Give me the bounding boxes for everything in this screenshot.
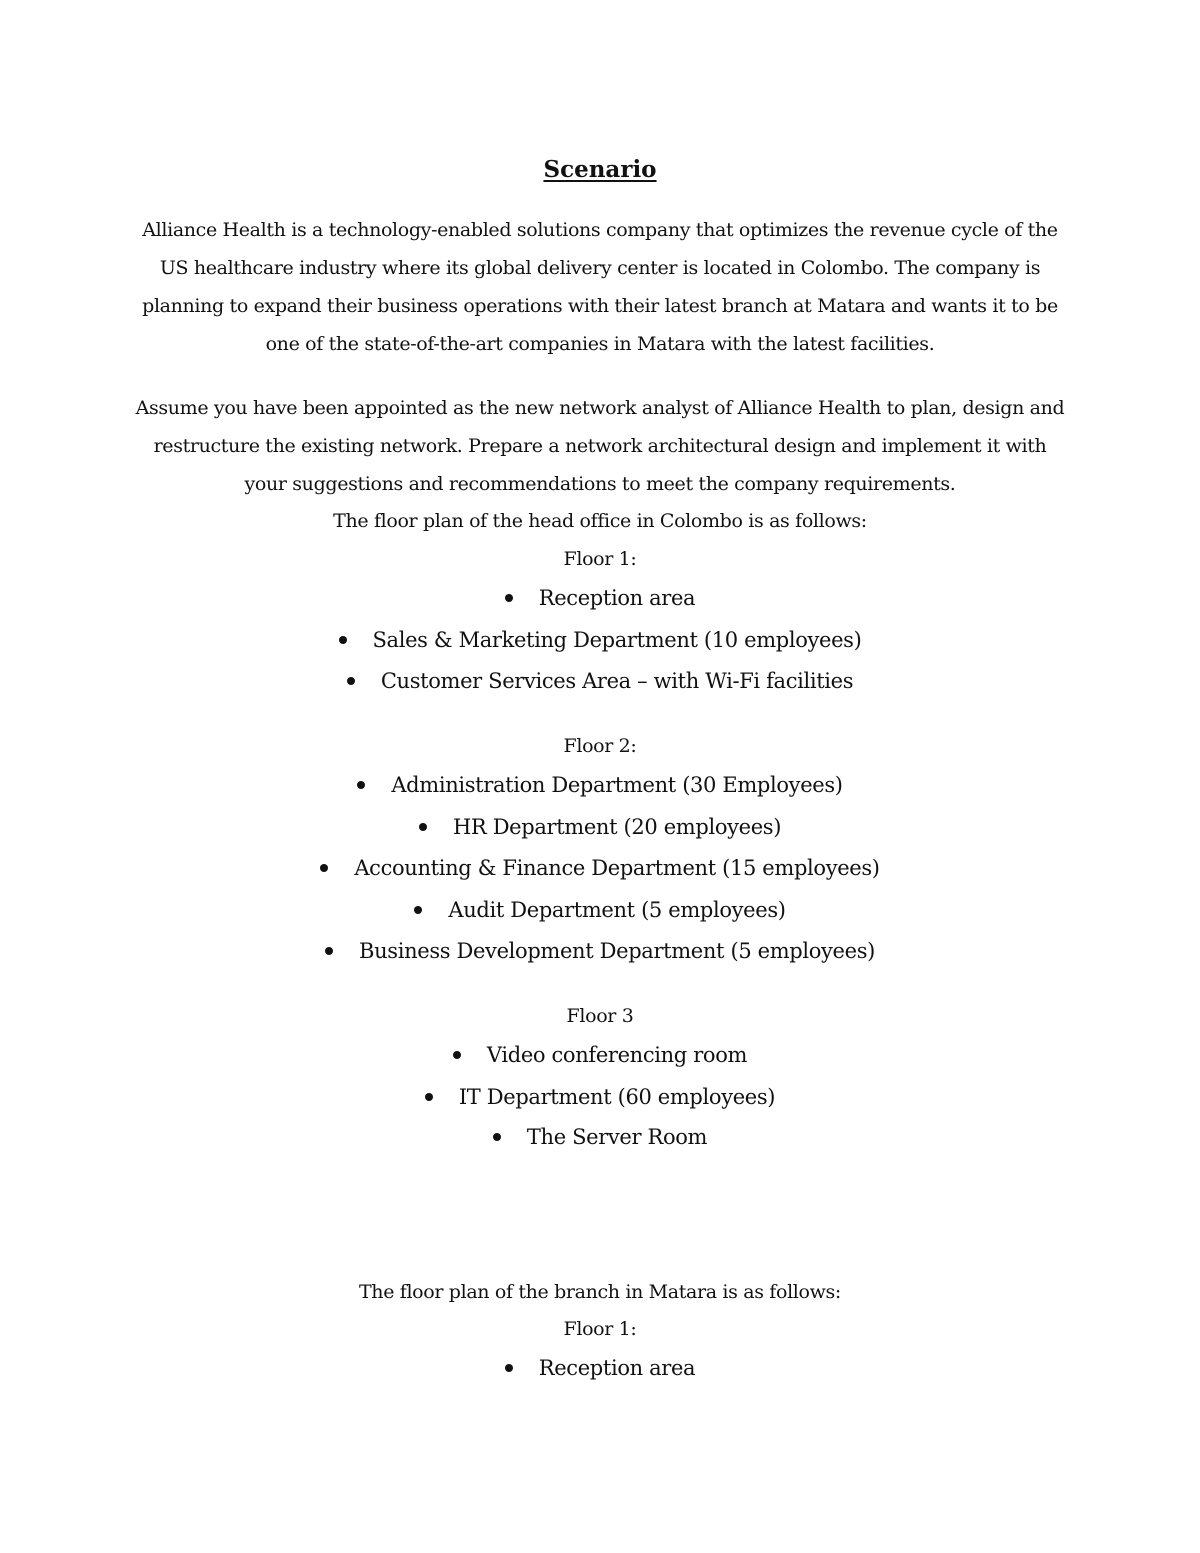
branch-intro: The floor plan of the branch in Matara is as follows: bbox=[358, 1281, 841, 1303]
bullet-icon bbox=[320, 864, 328, 872]
bullet-icon bbox=[419, 823, 427, 831]
bullet-icon bbox=[505, 594, 513, 602]
list-item: IT Department (60 employees) bbox=[0, 1084, 1200, 1110]
list-item: Administration Department (30 Employees) bbox=[0, 772, 1200, 798]
bullet-icon bbox=[347, 677, 355, 685]
page-title: Scenario bbox=[543, 156, 657, 183]
bullet-icon bbox=[425, 1093, 433, 1101]
bullet-icon bbox=[357, 781, 365, 789]
paragraph-line: Assume you have been appointed as the new network analyst of Alliance Health to plan, design and bbox=[135, 397, 1065, 419]
floor-label: Floor 2: bbox=[563, 735, 637, 757]
floor-label: Floor 3 bbox=[566, 1005, 634, 1027]
list-item: Business Development Department (5 employees) bbox=[0, 938, 1200, 964]
list-item: Audit Department (5 employees) bbox=[0, 897, 1200, 923]
floor-label: Floor 1: bbox=[563, 1318, 637, 1340]
bullet-icon bbox=[453, 1051, 461, 1059]
list-item: Reception area bbox=[0, 1355, 1200, 1381]
list-item: Accounting & Finance Department (15 employees) bbox=[0, 855, 1200, 881]
head-office-intro: The floor plan of the head office in Colombo is as follows: bbox=[333, 510, 867, 532]
list-item: The Server Room bbox=[0, 1124, 1200, 1150]
list-item: HR Department (20 employees) bbox=[0, 814, 1200, 840]
bullet-icon bbox=[414, 906, 422, 914]
list-item: Video conferencing room bbox=[0, 1042, 1200, 1068]
list-item: Sales & Marketing Department (10 employees) bbox=[0, 627, 1200, 653]
paragraph-line: your suggestions and recommendations to meet the company requirements. bbox=[244, 473, 956, 495]
paragraph-line: Alliance Health is a technology-enabled solutions company that optimizes the revenue cycle of the bbox=[142, 219, 1058, 241]
list-item: Reception area bbox=[0, 585, 1200, 611]
bullet-icon bbox=[493, 1133, 501, 1141]
paragraph-line: restructure the existing network. Prepare a network architectural design and implement it with bbox=[153, 435, 1047, 457]
paragraph-line: US healthcare industry where its global delivery center is located in Colombo. The company is bbox=[159, 257, 1041, 279]
bullet-icon bbox=[339, 636, 347, 644]
bullet-icon bbox=[325, 947, 333, 955]
paragraph-line: planning to expand their business operations with their latest branch at Matara and wants it to be bbox=[142, 295, 1058, 317]
paragraph-line: one of the state-of-the-art companies in Matara with the latest facilities. bbox=[265, 333, 935, 355]
floor-label: Floor 1: bbox=[563, 548, 637, 570]
list-item: Customer Services Area – with Wi-Fi facilities bbox=[0, 668, 1200, 694]
bullet-icon bbox=[505, 1364, 513, 1372]
